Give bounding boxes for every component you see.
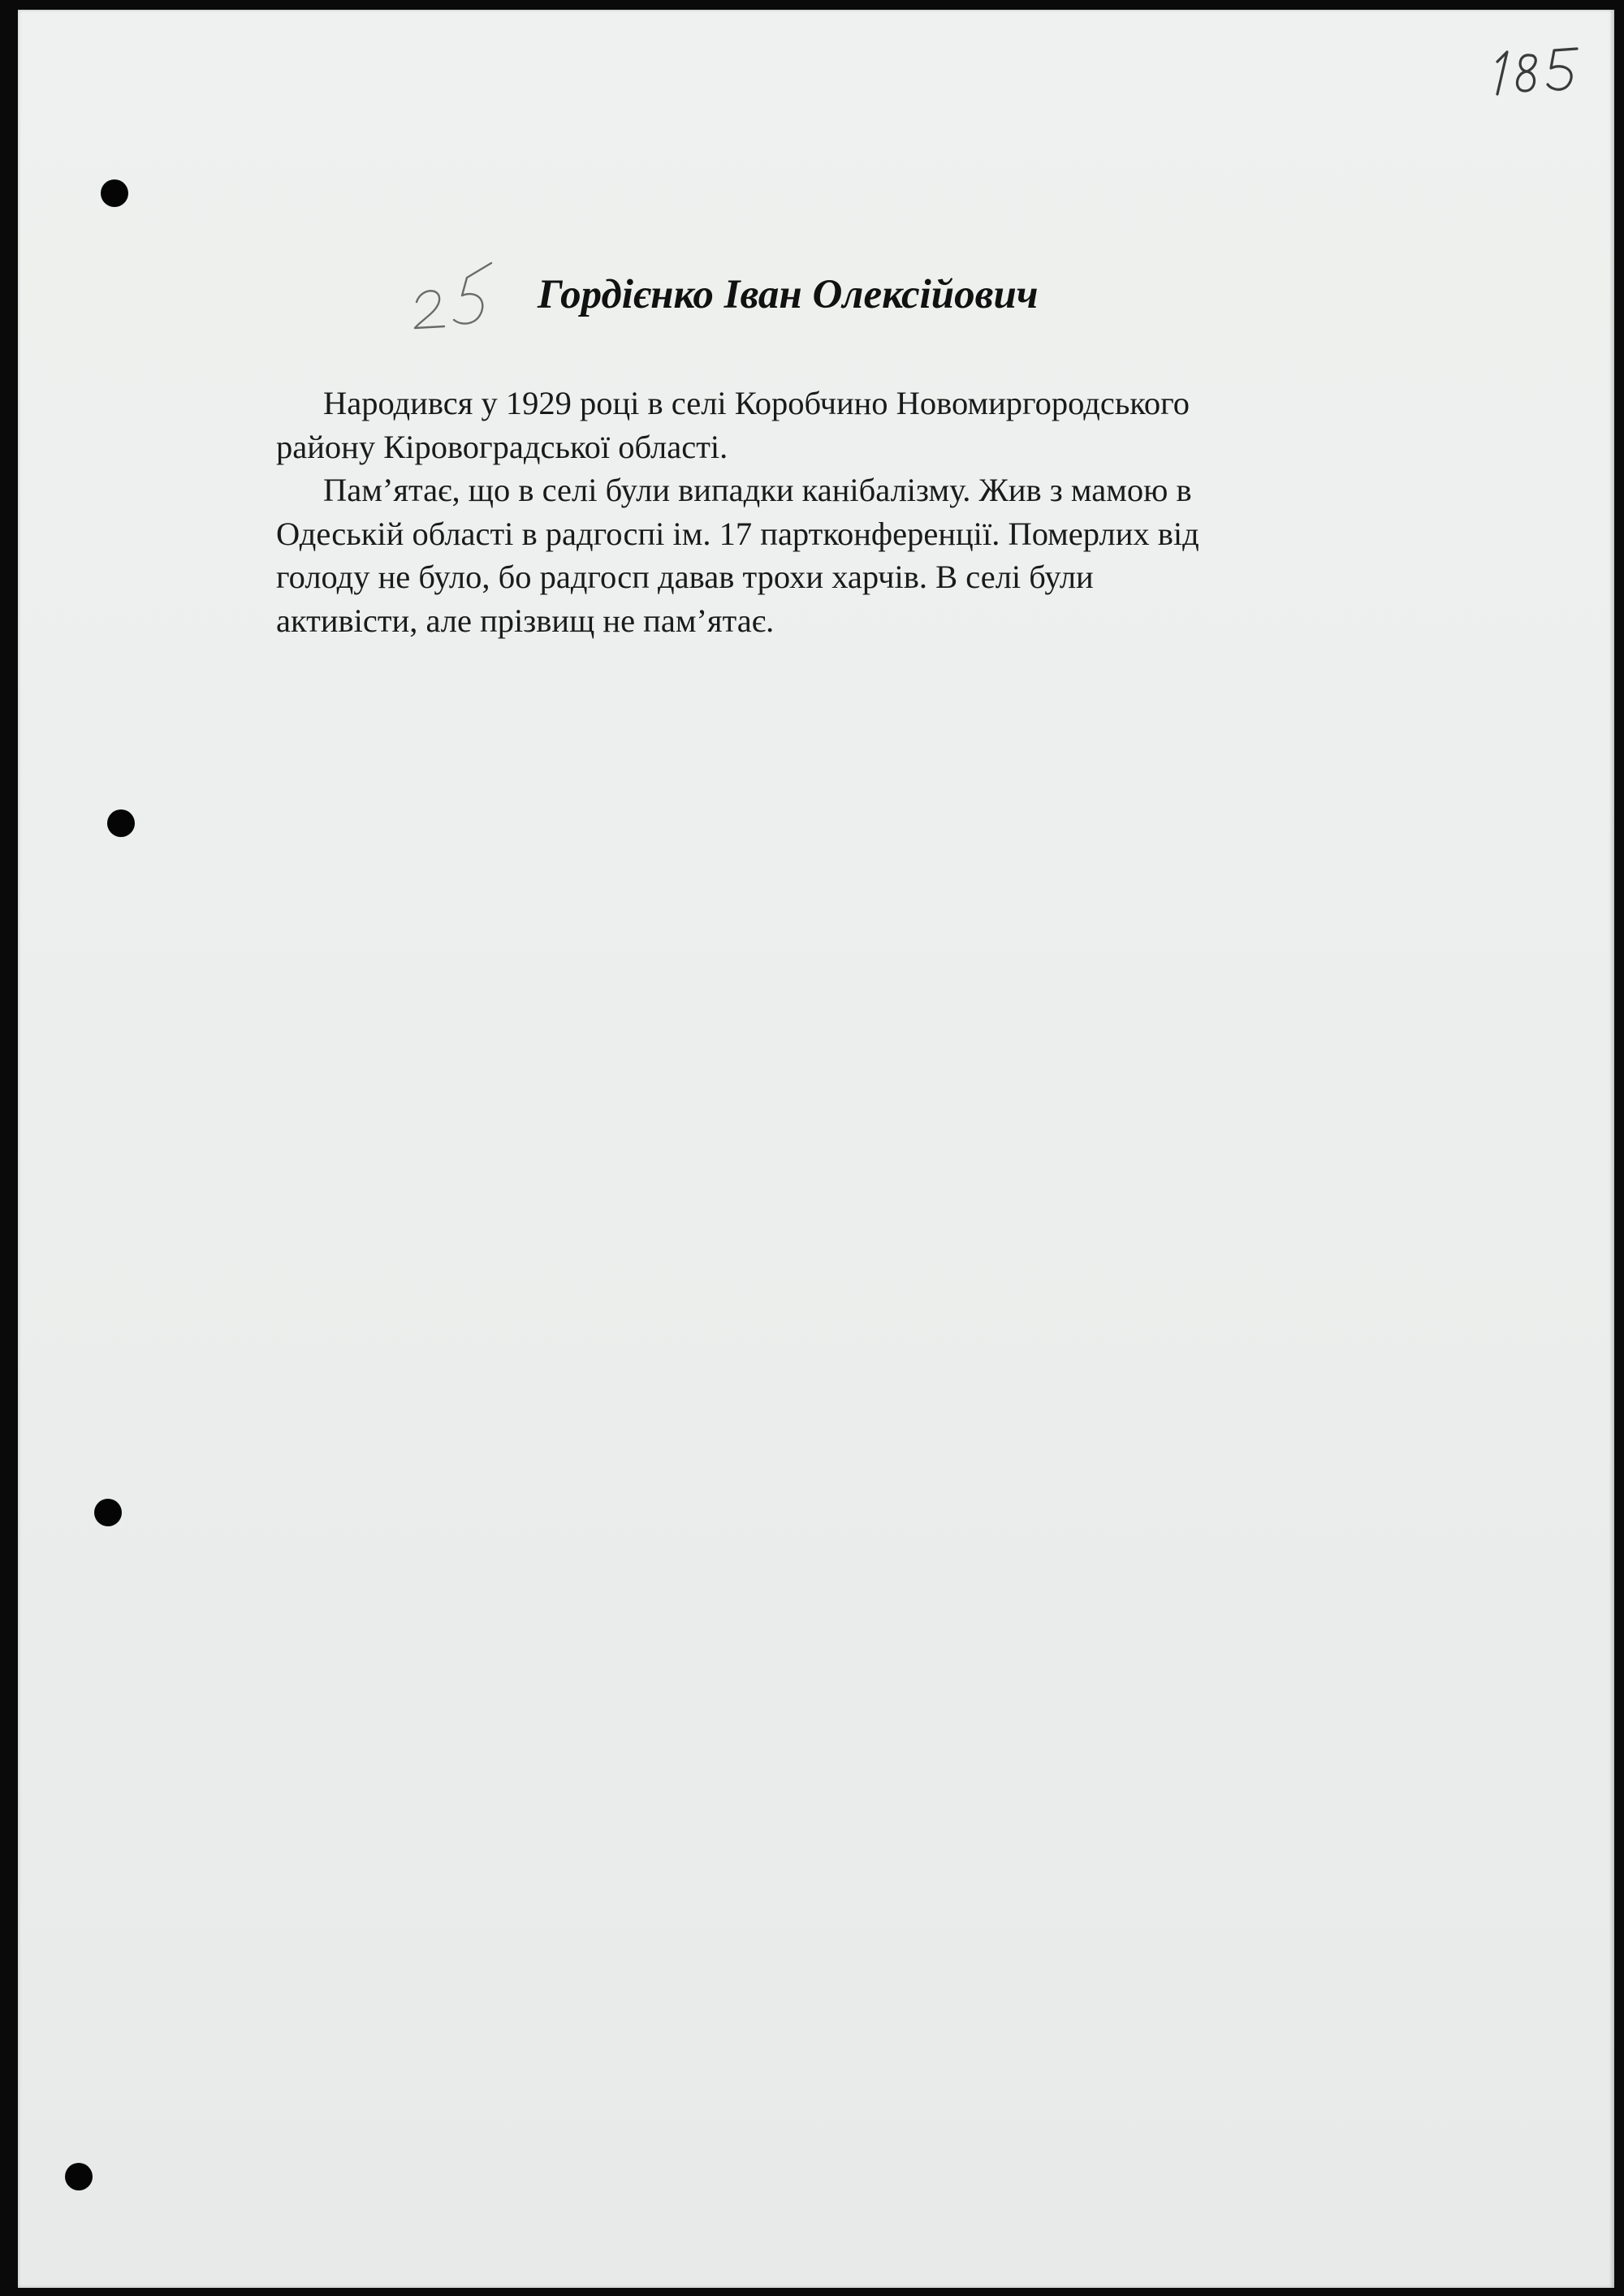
punch-hole-top	[101, 179, 128, 207]
paragraph-memories	[276, 468, 1364, 642]
text-line: району Кіровоградської області.	[276, 428, 728, 465]
folio-handwriting-icon	[1479, 31, 1601, 112]
text-line: активісти, але прізвищ не пам’ятає.	[276, 602, 775, 639]
punch-hole-lower-middle	[94, 1499, 122, 1526]
item-number-handwriting-icon	[410, 255, 499, 344]
pencil-item-number	[410, 255, 499, 344]
text-line: Пам’ятає, що в селі були випадки канібалізму. Жив з мамою в	[323, 472, 1192, 508]
testimony-body	[276, 382, 1364, 642]
text-line: Народився у 1929 році в селі Коробчино Новомиргородського	[323, 385, 1190, 421]
text-line: Одеській області в радгоспі ім. 17 партконференції. Померлих від	[276, 515, 1199, 552]
person-name-heading: Гордієнко Іван Олексійович	[538, 272, 1039, 317]
text-line: голоду не було, бо радгосп давав трохи харчів. В селі були	[276, 559, 1094, 595]
punch-hole-bottom	[65, 2163, 93, 2190]
paragraph-birth	[276, 382, 1364, 468]
handwritten-folio-number	[1479, 31, 1601, 112]
document-page	[18, 10, 1614, 2288]
punch-hole-upper-middle	[107, 809, 135, 837]
